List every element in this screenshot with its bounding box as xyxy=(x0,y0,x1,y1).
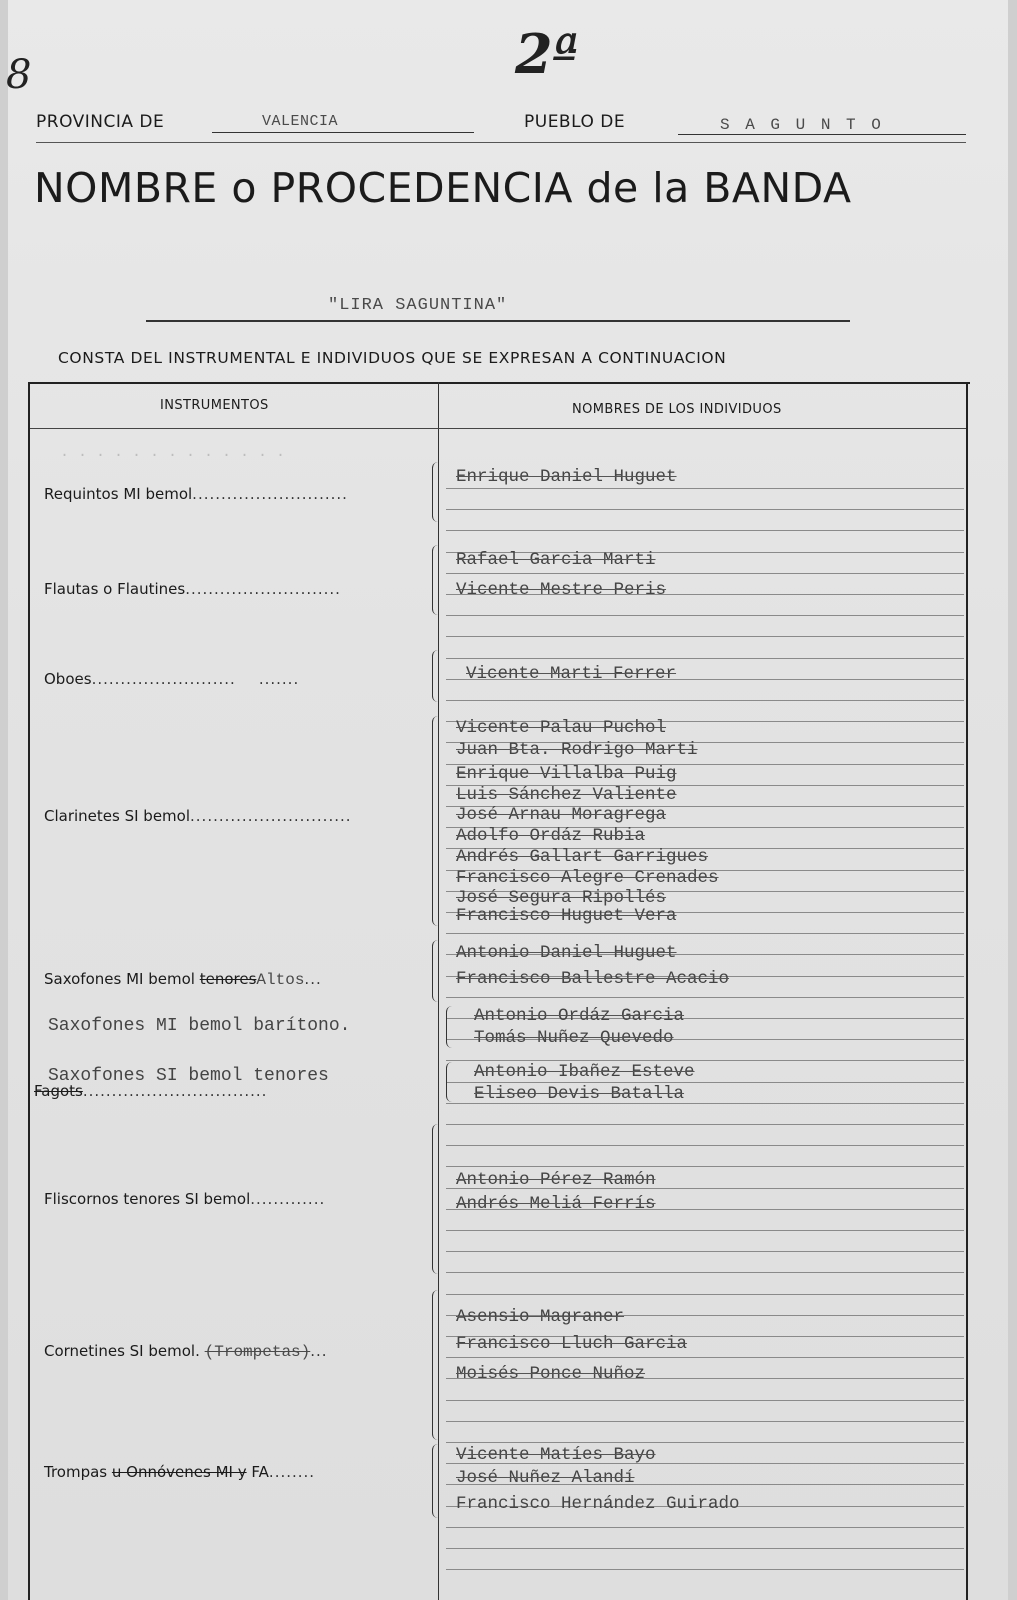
name-entry: Luis Sánchez Valiente xyxy=(456,785,677,805)
ruled-line xyxy=(446,636,964,637)
ruled-line xyxy=(446,1272,964,1273)
ruled-line xyxy=(446,1124,964,1125)
column-header-names: NOMBRES DE LOS INDIVIDUOS xyxy=(572,402,782,417)
name-entry: Antonio Pérez Ramón xyxy=(456,1170,656,1190)
name-entry: Francisco Hernández Guirado xyxy=(456,1494,740,1514)
label-oboes: Oboes......................... ....... xyxy=(44,670,300,688)
label-requintos: Requintos MI bemol........................... xyxy=(44,485,348,503)
ruled-line xyxy=(446,700,964,701)
ruled-line xyxy=(446,1442,964,1443)
ruled-line xyxy=(446,1357,964,1358)
name-entry: Francisco Ballestre Acacio xyxy=(456,969,730,989)
ruled-line xyxy=(446,1569,964,1570)
ruled-line xyxy=(446,1421,964,1422)
name-entry: Eliseo Devis Batalla xyxy=(474,1084,685,1104)
ruled-line xyxy=(446,1060,964,1061)
ruled-line xyxy=(446,615,964,616)
name-entry: Enrique Villalba Puig xyxy=(456,764,677,784)
name-entry: Antonio Ibañez Esteve xyxy=(474,1062,695,1082)
name-entry: Tomás Nuñez Quevedo xyxy=(474,1028,674,1048)
name-entry: Antonio Daniel Huguet xyxy=(456,943,677,963)
name-entry: Vicente Palau Puchol xyxy=(456,718,667,738)
name-entry: Vicente Mestre Peris xyxy=(456,580,667,600)
ruled-line xyxy=(446,1166,964,1167)
name-entry: Juan Bta. Rodrigo Marti xyxy=(456,740,698,760)
ruled-line xyxy=(446,1294,964,1295)
page-title: NOMBRE o PROCEDENCIA de la BANDA xyxy=(34,164,852,212)
ruled-line xyxy=(446,1400,964,1401)
town-value: S A G U N T O xyxy=(720,116,884,134)
name-entry: Enrique Daniel Huguet xyxy=(456,467,677,487)
column-header-instruments: INSTRUMENTOS xyxy=(160,398,269,413)
name-entry: Moisés Ponce Nuñoz xyxy=(456,1364,646,1384)
name-entry: José Arnau Moragrega xyxy=(456,805,667,825)
ruled-line xyxy=(446,933,964,934)
ruled-line xyxy=(446,488,964,489)
ruled-line xyxy=(446,573,964,574)
label-fagots-struck: Fagots................................ xyxy=(34,1082,268,1100)
name-entry: Francisco Lluch Garcia xyxy=(456,1334,688,1354)
handwritten-page-mark: 2ª xyxy=(515,22,579,86)
margin-mark: 8 xyxy=(6,52,32,98)
name-entry: Andrés Gallart Garrigues xyxy=(456,847,709,867)
name-entry: Vicente Marti Ferrer xyxy=(466,664,677,684)
ruled-line xyxy=(446,1082,964,1083)
label-saxofones-altos: Saxofones MI bemol tenoresAltos... xyxy=(44,970,322,989)
town-label: PUEBLO DE xyxy=(524,112,626,132)
name-entry: Andrés Meliá Ferrís xyxy=(456,1194,656,1214)
band-name: "LIRA SAGUNTINA" xyxy=(328,296,508,315)
name-entry: Antonio Ordáz Garcia xyxy=(474,1006,685,1026)
subtitle: CONSTA DEL INSTRUMENTAL E INDIVIDUOS QUE SE EXPRESAN A CONTINUACION xyxy=(58,349,727,367)
label-fliscornos: Fliscornos tenores SI bemol............. xyxy=(44,1190,326,1208)
label-flautas: Flautas o Flautines........................... xyxy=(44,580,341,598)
ruled-line xyxy=(446,1251,964,1252)
label-cornetines: Cornetines SI bemol. (Trompetas)... xyxy=(44,1342,328,1361)
ruled-line xyxy=(446,1230,964,1231)
ruled-line xyxy=(446,1145,964,1146)
name-entry: Adolfo Ordáz Rubia xyxy=(456,826,646,846)
ruled-line xyxy=(446,530,964,531)
name-entry: Rafael Garcia Marti xyxy=(456,550,656,570)
ruled-line xyxy=(446,509,964,510)
label-trompas: Trompas u Onnóvenes MI y FA........ xyxy=(44,1463,316,1481)
ruled-line xyxy=(446,658,964,659)
ruled-line xyxy=(446,1548,964,1549)
province-value: VALENCIA xyxy=(262,113,339,130)
ruled-line xyxy=(446,1527,964,1528)
ruled-line xyxy=(446,997,964,998)
name-entry: José Segura Ripollés xyxy=(456,888,667,908)
label-saxofones-tenores: Saxofones SI bemol tenores xyxy=(48,1066,329,1086)
province-label: PROVINCIA DE xyxy=(36,112,165,132)
name-entry: Vicente Matíes Bayo xyxy=(456,1445,656,1465)
name-entry: Francisco Alegre Crenades xyxy=(456,868,719,888)
label-saxofones-baritono: Saxofones MI bemol barítono. xyxy=(48,1016,351,1036)
name-entry: José Nuñez Alandí xyxy=(456,1468,635,1488)
name-entry: Asensio Magraner xyxy=(456,1307,625,1327)
label-clarinetes: Clarinetes SI bemol............................ xyxy=(44,807,352,825)
name-entry: Francisco Huguet Vera xyxy=(456,906,677,926)
